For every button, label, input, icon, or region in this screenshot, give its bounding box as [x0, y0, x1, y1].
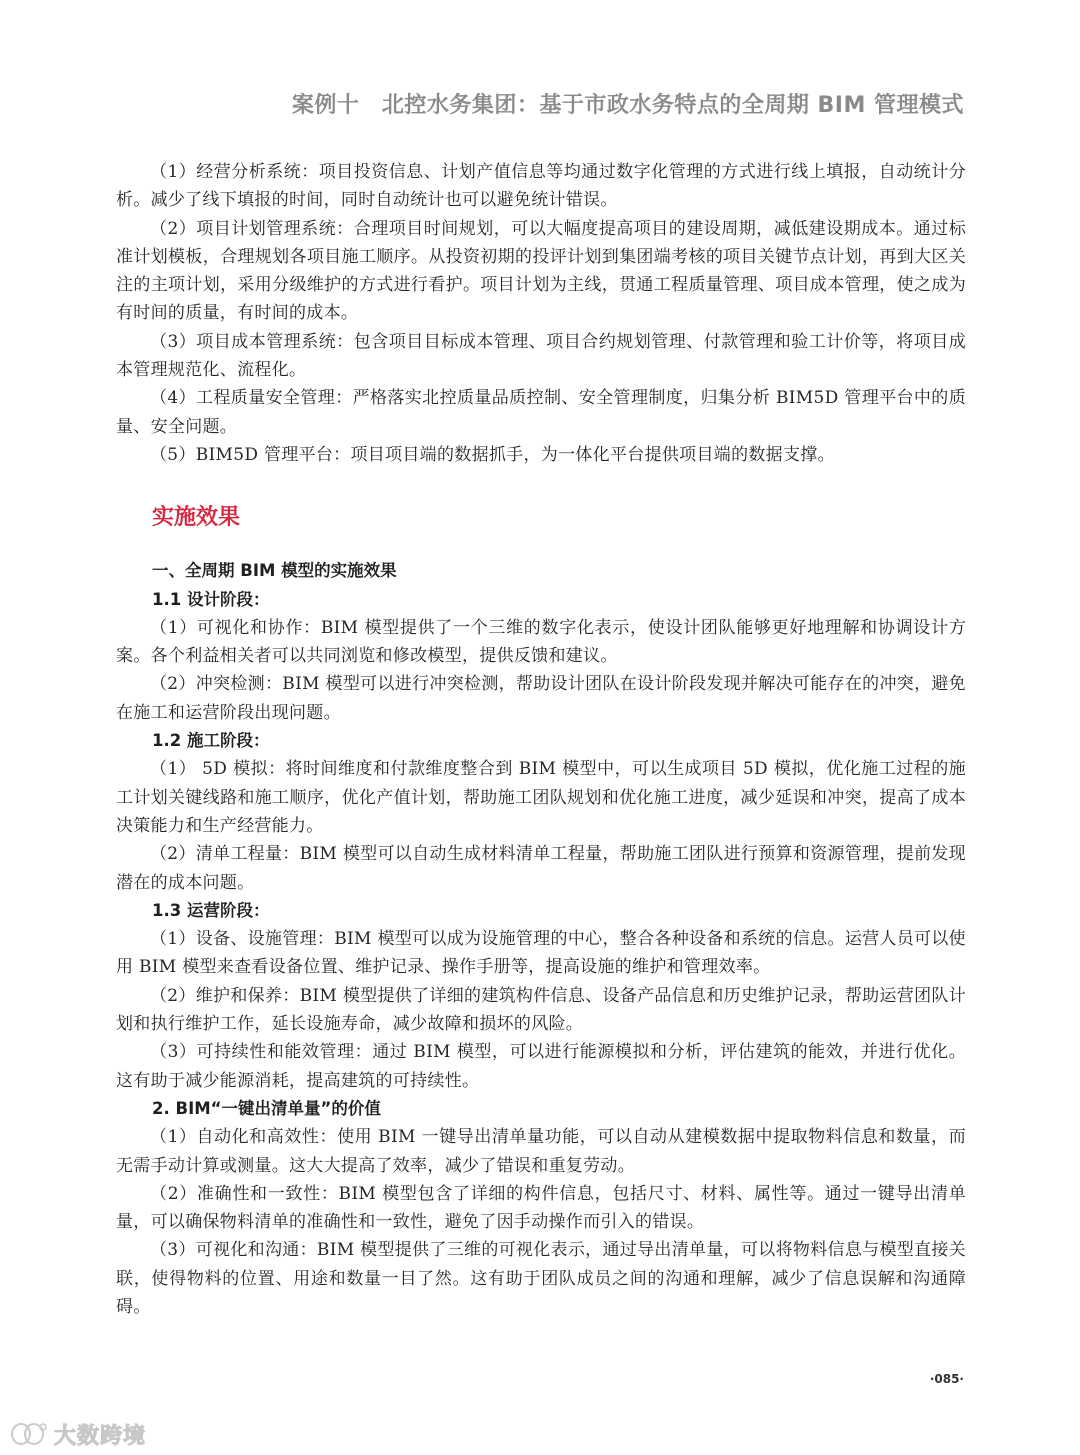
part2-paragraph-1: （1）自动化和高效性：使用 BIM 一键导出清单量功能，可以自动从建模数据中提取物料信息和数量，而无需手动计算或测量。这大大提高了效率，减少了错误和重复劳动。	[116, 1127, 966, 1176]
intro-paragraph-4: （4）工程质量安全管理：严格落实北控质量品质控制、安全管理制度，归集分析 BIM5D 管理平台中的质量、安全问题。	[116, 388, 966, 437]
construction-stage-heading: 1.2 施工阶段：	[152, 731, 270, 751]
section-title: 实施效果	[152, 505, 241, 531]
design-stage-heading: 1.1 设计阶段：	[152, 589, 270, 609]
design-paragraph-2: （2）冲突检测：BIM 模型可以进行冲突检测，帮助设计团队在设计阶段发现并解决可能存在的冲突，避免在施工和运营阶段出现问题。	[116, 674, 966, 723]
part2-paragraph-2: （2）准确性和一致性：BIM 模型包含了详细的构件信息，包括尺寸、材料、属性等。通过一键导出清单量，可以确保物料清单的准确性和一致性，避免了因手动操作而引入的错误。	[116, 1183, 966, 1233]
part2-heading: 2. BIM“一键出清单量”的价值	[152, 1098, 381, 1118]
part2-paragraph-3: （3）可视化和沟通：BIM 模型提供了三维的可视化表示，通过导出清单量，可以将物料信息与模型直接关联，使得物料的位置、用途和数量一目了然。这有助于团队成员之间的沟通和理解，减少了信息误解和沟通障碍。	[116, 1240, 966, 1317]
watermark-text: 大数跨境	[54, 1423, 147, 1449]
operation-paragraph-2: （2）维护和保养：BIM 模型提供了详细的建筑构件信息、设备产品信息和历史维护记录，帮助运营团队计划和执行维护工作，延长设施寿命，减少故障和损坏的风险。	[116, 985, 966, 1035]
body-text	[116, 158, 966, 1321]
intro-paragraph-3: （3）项目成本管理系统：包含项目目标成本管理、项目合约规划管理、付款管理和验工计价等，将项目成本管理规范化、流程化。	[116, 331, 966, 381]
operation-paragraph-1: （1）设备、设施管理：BIM 模型可以成为设施管理的中心，整合各种设备和系统的信息。运营人员可以使用 BIM 模型来查看设备位置、维护记录、操作手册等，提高设施的维护和管理效率。	[116, 929, 966, 978]
design-paragraph-1: （1）可视化和协作：BIM 模型提供了一个三维的数字化表示，使设计团队能够更好地理解和协调设计方案。各个利益相关者可以共同浏览和修改模型，提供反馈和建议。	[116, 617, 966, 667]
operation-paragraph-3: （3）可持续性和能效管理：通过 BIM 模型，可以进行能源模拟和分析，评估建筑的能效，并进行优化。这有助于减少能源消耗，提高建筑的可持续性。	[116, 1042, 966, 1091]
intro-paragraph-1: （1）经营分析系统：项目投资信息、计划产值信息等均通过数字化管理的方式进行线上填报，自动统计分析。减少了线下填报的时间，同时自动统计也可以避免统计错误。	[116, 162, 966, 211]
page-number: ·085·	[929, 1372, 964, 1386]
watermark-logo-icon	[10, 1421, 48, 1447]
running-header: 案例十 北控水务集团：基于市政水务特点的全周期 BIM 管理模式	[291, 93, 964, 118]
part1-heading: 一、全周期 BIM 模型的实施效果	[152, 561, 397, 581]
construction-paragraph-2: （2）清单工程量：BIM 模型可以自动生成材料清单工程量，帮助施工团队进行预算和资源管理，提前发现潜在的成本问题。	[116, 844, 966, 893]
watermark	[10, 1418, 146, 1450]
operation-stage-heading: 1.3 运营阶段：	[152, 900, 270, 920]
construction-paragraph-1: （1） 5D 模拟：将时间维度和付款维度整合到 BIM 模型中，可以生成项目 5D 模拟，优化施工过程的施工计划关键线路和施工顺序，优化产值计划，帮助施工团队规划和优化施工进度，减少延误和冲突，提高了成本决策能力和生产经营能力。	[116, 759, 966, 836]
intro-paragraph-2: （2）项目计划管理系统：合理项目时间规划，可以大幅度提高项目的建设周期，减低建设期成本。通过标准计划模板，合理规划各项目施工顺序。从投资初期的投评计划到集团端考核的项目关键节点计划，再到大区关注的主项计划，采用分级维护的方式进行看护。项目计划为主线，贯通工程质量管理、项目成本管理，使之成为有时间的质量，有时间的成本。	[116, 218, 966, 324]
intro-paragraph-5: （5）BIM5D 管理平台：项目项目端的数据抓手，为一体化平台提供项目端的数据支撑。	[150, 444, 835, 465]
